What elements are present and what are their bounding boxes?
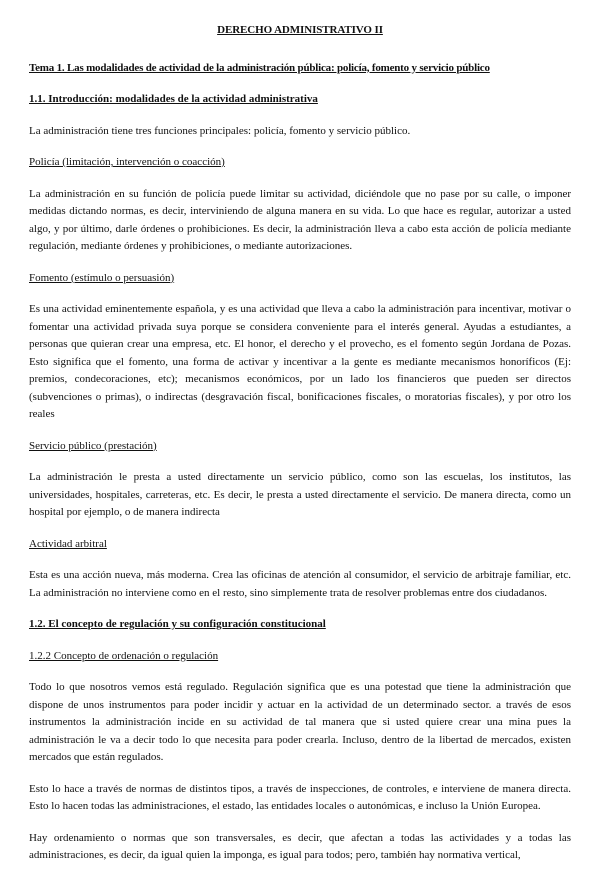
arbitral-paragraph: Esta es una acción nueva, más moderna. Crea las oficinas de atención al consumidor, el servicio de arbitraje familiar, etc. La administración no interviene como en el resto, sino simplemente trata de resolver problemas entre dos ciudadanos.: [29, 569, 571, 599]
document-title: DERECHO ADMINISTRATIVO II: [217, 24, 383, 36]
regulacion-paragraph-3: Hay ordenamiento o normas que son transversales, es decir, que afectan a todas las actividades y a todas las administraciones, es decir, da igual quien la imponga, es igual para todos; pero, también hay normativa vertical,: [29, 831, 571, 861]
fomento-heading: Fomento (estímulo o persuasión): [29, 271, 175, 284]
servicio-paragraph: La administración le presta a usted directamente un servicio público, como son las escuelas, los institutos, las universidades, hospitales, carreteras, etc. Es decir, le presta a usted directamente el servicio. De manera directa, como un hospital por ejemplo, o de manera indirecta: [29, 471, 571, 518]
section-1-2-heading: 1.2. El concepto de regulación y su configuración constitucional: [29, 618, 326, 630]
servicio-heading: Servicio público (prestación): [29, 439, 157, 452]
fomento-paragraph: Es una actividad eminentemente española, y es una actividad que lleva a cabo la administración para incentivar, motivar o fomentar una actividad privada suya porque se considera conveniente para el interés general. Ayudas a estudiantes, a personas que quieran crear una empresa, etc. El honor, el derecho y el provecho, es el fomento según Jordana de Pozas. Esto significa que el fomento, una forma de activar y incentivar a la gente es mediante mecanismos honoríficos (Ej: premios, condecoraciones, etc); mecanismos económicos, por un lado los financieros que pueden ser directos (subvenciones o primas), o indirectas (desgravación fiscal, bonificaciones fiscales, o moratorias fiscales), y por otro los reales: [29, 303, 571, 420]
policia-paragraph: La administración en su función de policía puede limitar su actividad, diciéndole que no pase por su calle, o imponer medidas dictando normas, es decir, interviniendo de alguna manera en su vida. Lo que hace es regular, autorizar a usted algo, y por último, darle órdenes o prohibiciones. Es decir, la administración lleva a cabo esta acción de policía mediante regulación, mediante órdenes y prohibiciones, o mediante autorizaciones.: [29, 187, 571, 252]
policia-heading: Policía (limitación, intervención o coacción): [29, 156, 225, 168]
tema-heading: Tema 1. Las modalidades de actividad de la administración pública: policía, fomento y servicio público: [29, 61, 490, 74]
regulacion-paragraph-2: Esto lo hace a través de normas de distintos tipos, a través de inspecciones, de controles, e interviene de manera directa. Esto lo hacen todas las administraciones, el estado, las entidades locales o autonómicas, e incluso la Unión Europea.: [29, 782, 571, 812]
subsection-1-2-2-heading: 1.2.2 Concepto de ordenación o regulación: [29, 649, 219, 662]
arbitral-heading: Actividad arbitral: [29, 537, 107, 550]
regulacion-paragraph-1: Todo lo que nosotros vemos está regulado. Regulación significa que es una potestad que tiene la administración que dispone de unos instrumentos para poder incidir y actuar en la actividad de un determinado sector. a través de esos instrumentos la administración incide en su actividad de tal manera que si usted quiere crear una mina pues la administración le va a decir todo lo que necesita para poder crearla. Incluso, dentro de la libertad de mercados, existen mercados que están regulados.: [29, 681, 571, 763]
document-page: [29, 22, 571, 879]
section-1-1-heading: 1.1. Introducción: modalidades de la actividad administrativa: [29, 93, 318, 105]
intro-paragraph: La administración tiene tres funciones principales: policía, fomento y servicio público.: [29, 124, 411, 137]
